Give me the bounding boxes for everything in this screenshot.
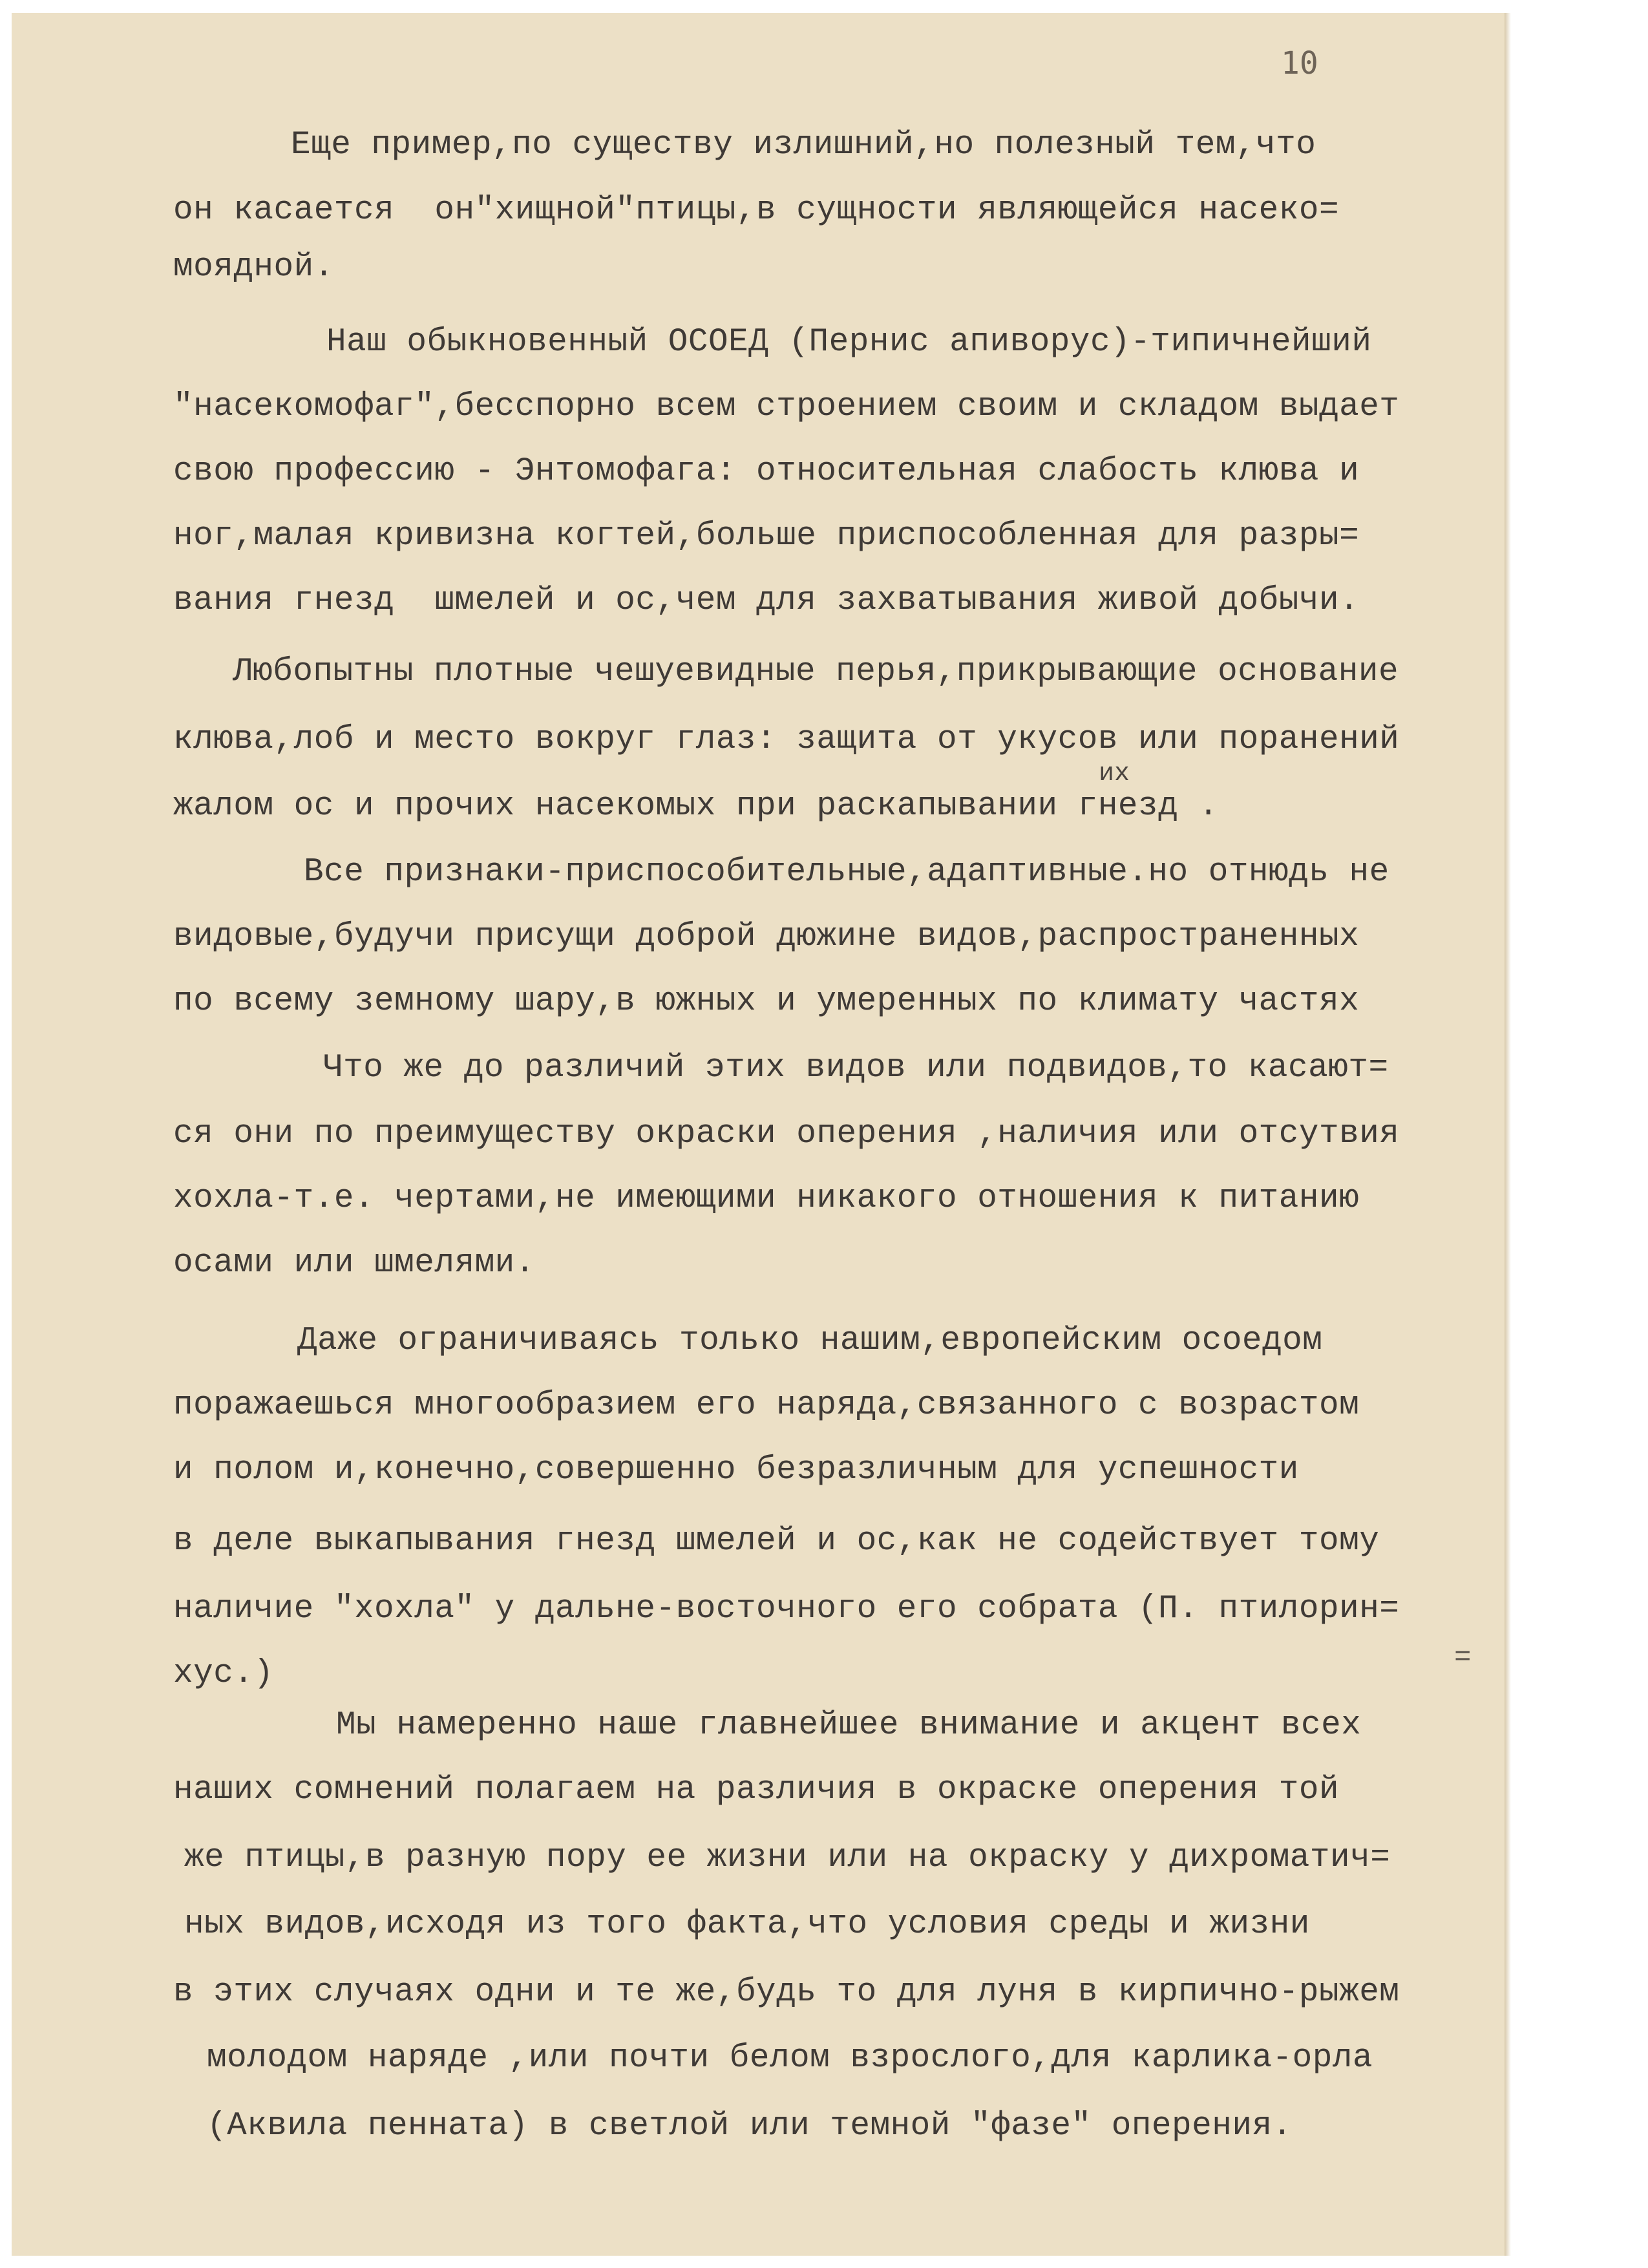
- text-line: свою профессию - Энтомофага: относительная слабость клюва и: [173, 453, 1360, 490]
- text-line: видовые,будучи присущи доброй дюжине видов,распространенных: [173, 918, 1360, 955]
- text-line: Что же до различий этих видов или подвидов,то касают=: [323, 1050, 1389, 1086]
- text-line: клюва,лоб и место вокруг глаз: защита от укусов или поранений: [173, 721, 1400, 758]
- text-line: и полом и,конечно,совершенно безразличным для успешности: [173, 1452, 1299, 1489]
- text-line: Любопытны плотные чешуевидные перья,прикрывающие основание: [233, 653, 1399, 690]
- text-line: наличие "хохла" у дальне-восточного его собрата (П. птилорин=: [173, 1591, 1400, 1627]
- interlinear-insert: их: [1099, 759, 1130, 789]
- text-line: моядной.: [173, 249, 334, 286]
- page-number: 10: [1281, 45, 1318, 81]
- text-line: жалом ос и прочих насекомых при раскапывании гнезд .: [173, 788, 1219, 825]
- text-line: хус.): [173, 1655, 274, 1692]
- text-line: в деле выкапывания гнезд шмелей и ос,как не содействует тому: [173, 1523, 1380, 1560]
- text-line: поражаешься многообразием его наряда,связанного с возрастом: [173, 1387, 1360, 1424]
- text-line: хохла-т.е. чертами,не имеющими никакого отношения к питанию: [173, 1180, 1360, 1217]
- text-line: "насекомофаг",бесспорно всем строением своим и складом выдает: [173, 388, 1400, 425]
- text-line: Даже ограничиваясь только нашим,европейским осоедом: [297, 1322, 1323, 1359]
- text-line: по всему земному шару,в южных и умеренных по климату частях: [173, 983, 1360, 1020]
- text-line: осами или шмелями.: [173, 1245, 535, 1282]
- text-line: ся они по преимуществу окраски оперения ,наличия или отсутвия: [173, 1116, 1400, 1152]
- text-line: в этих случаях одни и те же,будь то для луня в кирпично-рыжем: [173, 1974, 1400, 2011]
- text-line: вания гнезд шмелей и ос,чем для захватывания живой добычи.: [173, 582, 1360, 619]
- text-line: (Аквила пенната) в светлой или темной "фазе" оперения.: [207, 2108, 1293, 2145]
- text-line: Все признаки-приспособительные,адаптивные.но отнюдь не: [304, 854, 1389, 891]
- text-line: же птицы,в разную пору ее жизни или на окраску у дихроматич=: [184, 1839, 1391, 1876]
- text-line: молодом наряде ,или почти белом взрослого,для карлика-орла: [207, 2040, 1373, 2077]
- text-line: Еще пример,по существу излишний,но полезный тем,что: [291, 127, 1316, 164]
- paper-edge: [1505, 13, 1511, 2256]
- text-line: наших сомнений полагаем на различия в окраске оперения той: [173, 1772, 1340, 1808]
- text-line: ног,малая кривизна когтей,больше приспособленная для разры=: [173, 518, 1360, 555]
- text-line: Наш обыкновенный ОСОЕД (Пернис апиворус)-типичнейший: [326, 324, 1372, 361]
- text-line: ных видов,исходя из того факта,что условия среды и жизни: [184, 1906, 1310, 1943]
- text-line: он касается он"хищной"птицы,в сущности являющейся насеко=: [173, 192, 1340, 229]
- margin-mark: =: [1454, 1642, 1472, 1674]
- text-line: Мы намеренно наше главнейшее внимание и акцент всех: [336, 1707, 1362, 1744]
